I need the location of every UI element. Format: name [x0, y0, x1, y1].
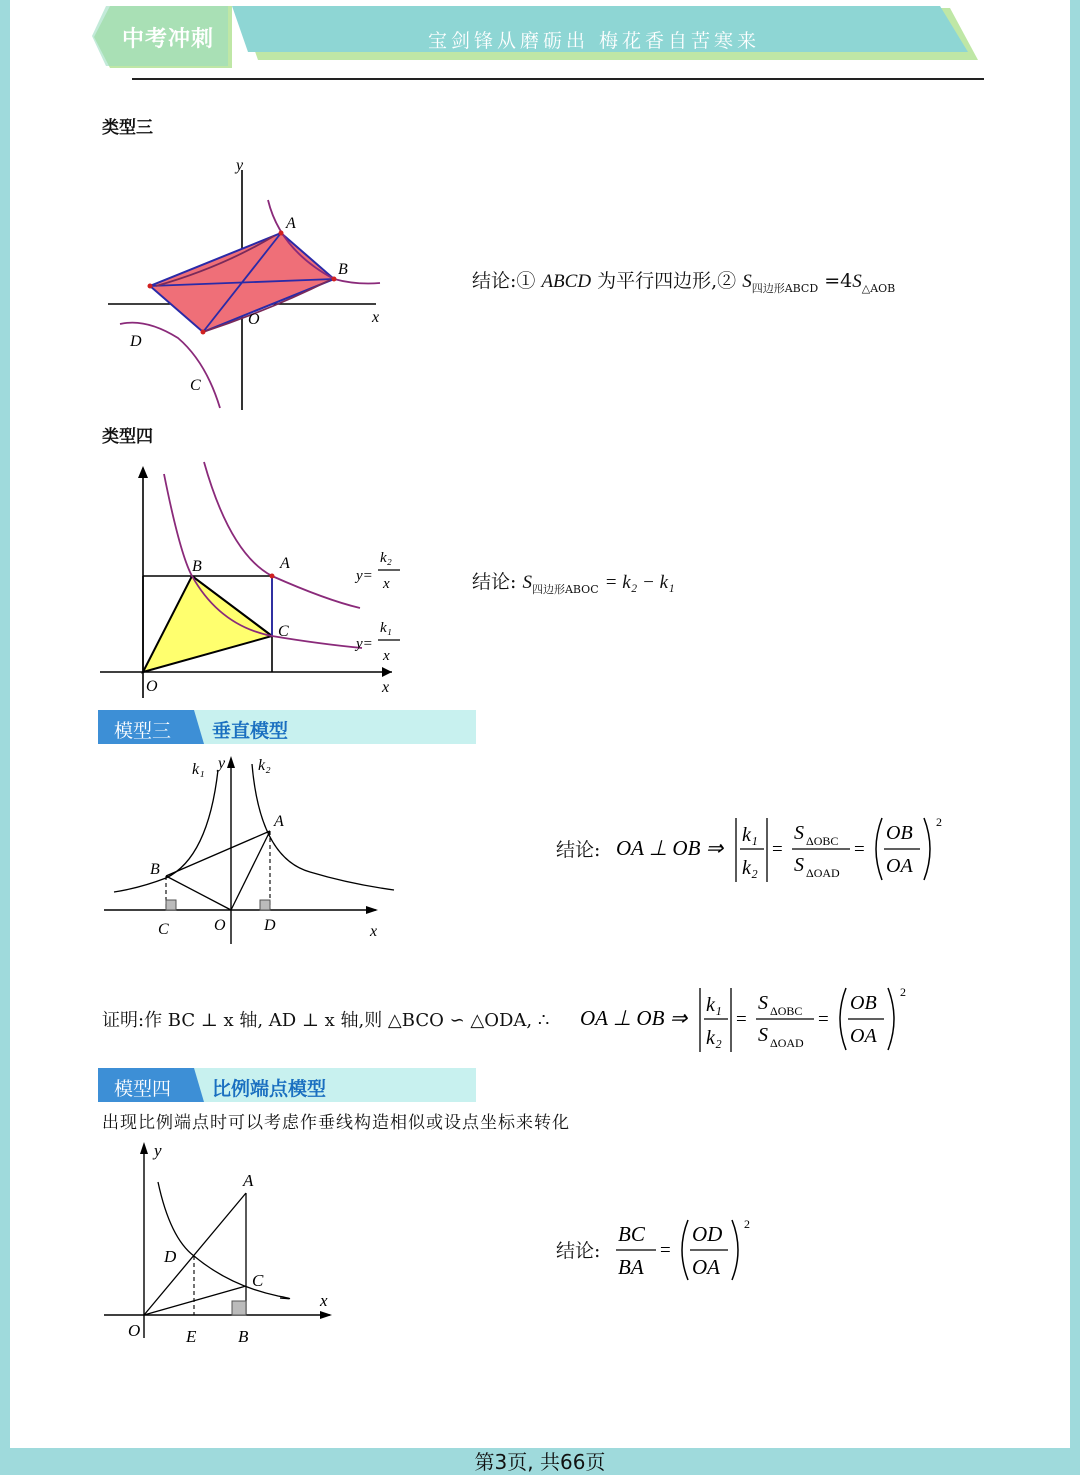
- svg-text:OA: OA: [886, 855, 913, 877]
- svg-text:=: =: [854, 839, 865, 860]
- model3-label-O: O: [214, 917, 226, 934]
- model3-conclusion-prefix: 结论:: [556, 839, 601, 861]
- header-divider: [132, 78, 984, 80]
- page-number: 第3页, 共66页: [474, 1450, 606, 1474]
- type3-label-A: A: [286, 215, 296, 232]
- model4-label-C: C: [252, 1271, 264, 1290]
- type3-label-y: y: [236, 157, 244, 174]
- svg-text:=: =: [772, 839, 783, 860]
- svg-text:k₁: k₁: [742, 824, 758, 846]
- svg-text:k₂: k₂: [706, 1027, 722, 1049]
- svg-text:2: 2: [936, 815, 942, 829]
- svg-text:BA: BA: [618, 1255, 644, 1279]
- svg-text:k₁: k₁: [706, 994, 722, 1016]
- type4-quadrilateral: [143, 576, 272, 672]
- svg-text:OA: OA: [850, 1025, 877, 1047]
- model4-label-x: x: [320, 1291, 328, 1310]
- model3-label-D: D: [264, 917, 276, 934]
- type4-label-A: A: [280, 555, 290, 572]
- svg-text:k₂: k₂: [742, 857, 758, 879]
- type4-label-B: B: [192, 558, 202, 575]
- type4-figure: [100, 458, 420, 703]
- type3-label-C: C: [190, 377, 201, 394]
- model4-label-E: E: [186, 1327, 197, 1346]
- model3-title: 垂直模型: [212, 720, 289, 742]
- model3-label-k2: k₂: [258, 757, 271, 774]
- model4-label-y: y: [154, 1141, 162, 1160]
- type3-label-B: B: [338, 261, 348, 278]
- svg-text:OB: OB: [886, 822, 913, 844]
- type4-title: 类型四: [102, 427, 153, 447]
- model3-conclusion-formula: [614, 808, 954, 888]
- type4-label-x: x: [382, 679, 390, 696]
- type4-label-C: C: [278, 623, 289, 640]
- type4-label-yeq2: y=: [356, 636, 373, 652]
- model3-label-C: C: [158, 921, 169, 938]
- model3-figure: [100, 748, 400, 948]
- model4-label-O: O: [128, 1321, 141, 1340]
- svg-text:BC: BC: [618, 1222, 645, 1246]
- svg-text:2: 2: [744, 1217, 750, 1231]
- model4-figure: [100, 1138, 350, 1358]
- svg-text:OA ⊥ OB ⇒: OA ⊥ OB ⇒: [616, 836, 724, 860]
- header-tag: 中考冲刺: [122, 27, 215, 52]
- type4-label-yeq1: y=: [356, 568, 373, 584]
- svg-text:=: =: [818, 1009, 829, 1030]
- model3-label-k1: k₁: [192, 761, 205, 778]
- header-motto: 宝剑锋从磨砺出 梅花香自苦寒来: [428, 30, 761, 52]
- model3-label-y: y: [218, 755, 226, 772]
- model4-conclusion-prefix: 结论:: [556, 1240, 601, 1262]
- model4-note: 出现比例端点时可以考虑作垂线构造相似或设点坐标来转化: [102, 1113, 570, 1133]
- type4-label-k2: k₂: [380, 550, 392, 566]
- model4-tag: 模型四: [114, 1078, 172, 1100]
- svg-text:OA ⊥ OB ⇒: OA ⊥ OB ⇒: [580, 1006, 688, 1030]
- type3-title: 类型三: [102, 118, 153, 138]
- svg-text:S: S: [794, 822, 804, 844]
- svg-text:ΔOAD: ΔOAD: [806, 866, 840, 880]
- model3-tag: 模型三: [114, 720, 172, 742]
- type4-label-O: O: [146, 678, 158, 695]
- model3-label-x: x: [370, 923, 378, 940]
- svg-text:OA: OA: [692, 1255, 720, 1279]
- model3-proof-formula: [578, 978, 918, 1058]
- svg-text:=: =: [736, 1009, 747, 1030]
- type3-label-x: x: [372, 309, 380, 326]
- model4-title: 比例端点模型: [212, 1078, 327, 1100]
- svg-text:2: 2: [900, 985, 906, 999]
- svg-text:S: S: [758, 992, 768, 1014]
- type4-conclusion: 结论: $S_{四边形ABOC} = k_2 - k_1$: [472, 571, 675, 596]
- model4-conclusion-formula: [614, 1212, 764, 1288]
- model4-label-B: B: [238, 1327, 249, 1346]
- type4-label-xden2: x: [383, 648, 390, 664]
- model4-label-D: D: [164, 1247, 177, 1266]
- type3-conclusion: 结论:① ABCD 为平行四边形,② $S_{四边形ABCD} =4S_{\triangle AOB}$: [472, 270, 896, 295]
- document-page: [10, 0, 1070, 1448]
- svg-text:ΔOBC: ΔOBC: [770, 1004, 803, 1018]
- type4-label-k1: k₁: [380, 620, 392, 636]
- svg-text:S: S: [794, 854, 804, 876]
- type3-label-D: D: [130, 333, 142, 350]
- svg-text:OD: OD: [692, 1222, 723, 1246]
- svg-text:OB: OB: [850, 992, 877, 1014]
- svg-text:ΔOAD: ΔOAD: [770, 1036, 804, 1050]
- model3-label-B: B: [150, 861, 160, 878]
- type3-label-O: O: [248, 311, 260, 328]
- svg-text:S: S: [758, 1024, 768, 1046]
- model3-proof-text: 证明:作 BC ⊥ x 轴, AD ⊥ x 轴,则 △BCO ∽ △ODA, ∴: [102, 1010, 550, 1031]
- type4-label-xden1: x: [383, 576, 390, 592]
- model4-label-A: A: [243, 1171, 254, 1190]
- model3-label-A: A: [274, 813, 284, 830]
- type3-figure: [100, 150, 400, 415]
- svg-text:ΔOBC: ΔOBC: [806, 834, 839, 848]
- svg-text:=: =: [660, 1240, 671, 1261]
